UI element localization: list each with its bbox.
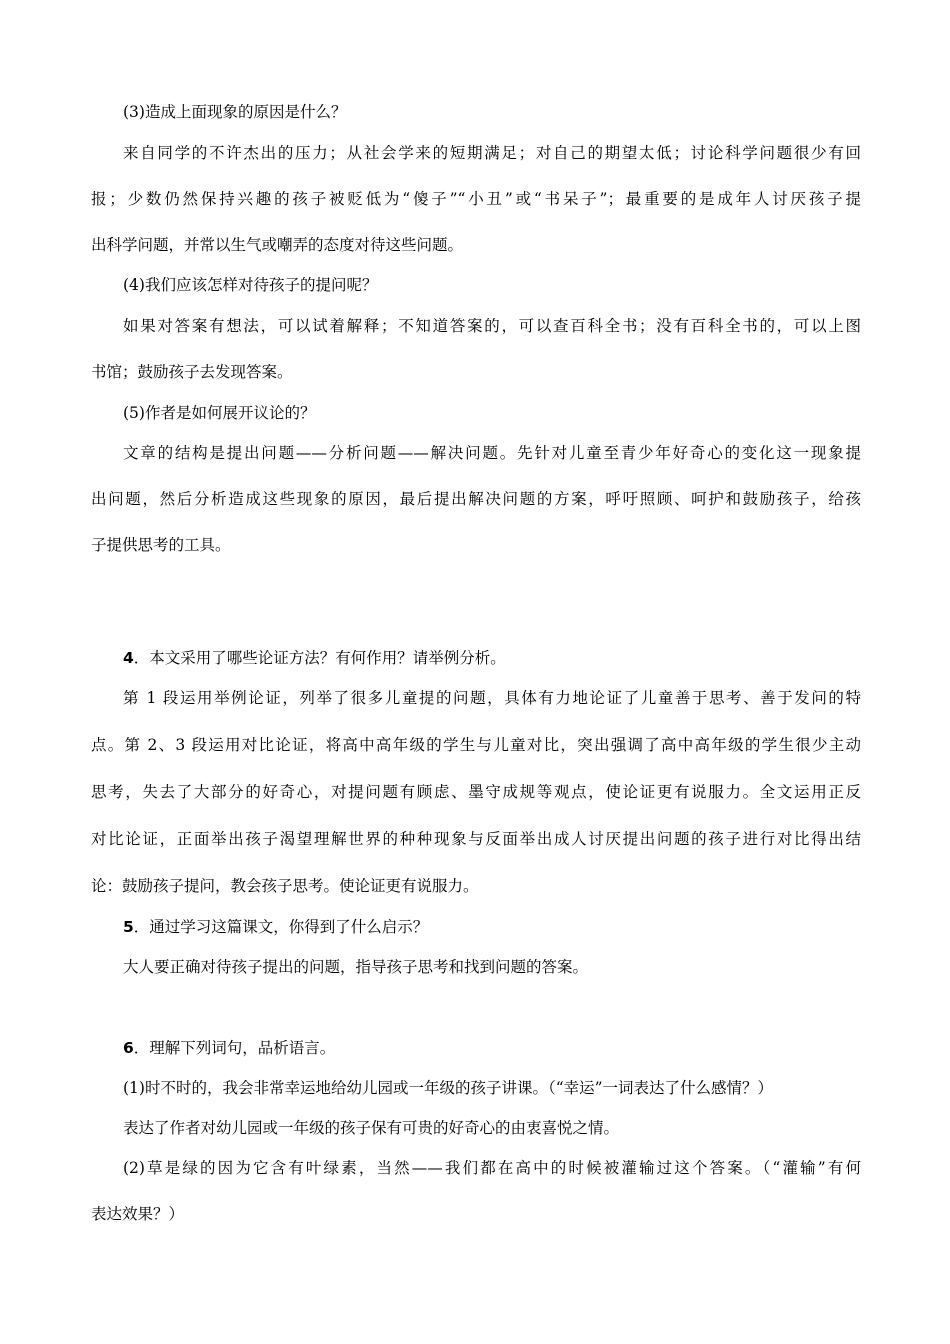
question-3: (3)造成上面现象的原因是什么？ xyxy=(123,103,347,121)
exercise-4-number: 4 xyxy=(123,649,134,667)
exercise-6-number: 6 xyxy=(123,1039,134,1057)
exercise-4-answer-line-2: 点。第 2、3 段运用对比论证，将高中高年级的学生与儿童对比，突出强调了高中高年级的学生很少主动 xyxy=(91,736,861,754)
exercise-5-answer: 大人要正确对待孩子提出的问题，指导孩子思考和找到问题的答案。 xyxy=(123,958,589,976)
exercise-4-prompt: ．本文采用了哪些论证方法？有何作用？请举例分析。 xyxy=(133,649,506,667)
answer-5-line-2: 出问题，然后分析造成这些现象的原因，最后提出解决问题的方案，呼吁照顾、呵护和鼓励孩子，给孩 xyxy=(91,490,861,508)
exercise-6-heading xyxy=(123,1038,335,1058)
answer-4-line-2: 书馆；鼓励孩子去发现答案。 xyxy=(91,363,293,381)
exercise-5-heading xyxy=(123,917,428,937)
answer-4-line-1: 如果对答案有想法，可以试着解释；不知道答案的，可以查百科全书；没有百科全书的，可以上图 xyxy=(123,317,861,335)
exercise-6-prompt: ．理解下列词句，品析语言。 xyxy=(133,1039,336,1057)
answer-3-line-3: 出科学问题，并常以生气或嘲弄的态度对待这些问题。 xyxy=(91,236,464,254)
question-5: (5)作者是如何展开议论的？ xyxy=(123,404,316,422)
exercise-5-prompt: ．通过学习这篇课文，你得到了什么启示？ xyxy=(133,918,429,936)
exercise-4-answer-line-3: 思考，失去了大部分的好奇心，对提问题有顾虑、墨守成规等观点，使论证更有说服力。全文运用正反 xyxy=(91,783,861,801)
exercise-4-heading xyxy=(123,648,506,668)
exercise-6-answer-1: 表达了作者对幼儿园或一年级的孩子保有可贵的好奇心的由衷喜悦之情。 xyxy=(123,1119,620,1137)
exercise-6-item-1: (1)时不时的，我会非常幸运地给幼儿园或一年级的孩子讲课。（“幸运”一词表达了什么感情？） xyxy=(123,1079,774,1097)
answer-5-line-3: 子提供思考的工具。 xyxy=(91,536,231,554)
exercise-5-number: 5 xyxy=(123,918,134,936)
exercise-4-answer-line-5: 论：鼓励孩子提问，教会孩子思考。使论证更有说服力。 xyxy=(91,877,479,895)
exercise-6-item-2-line-1: (2)草是绿的因为它含有叶绿素，当然——我们都在高中的时候被灌输过这个答案。（“灌输”有何 xyxy=(123,1159,861,1177)
exercise-6-item-2-line-2: 表达效果？） xyxy=(91,1205,185,1223)
answer-3-line-1: 来自同学的不许杰出的压力；从社会学来的短期满足；对自己的期望太低；讨论科学问题很少有回 xyxy=(123,144,861,162)
answer-3-line-2: 报；少数仍然保持兴趣的孩子被贬低为“傻子”“小丑”或“书呆子”；最重要的是成年人讨厌孩子提 xyxy=(91,190,861,208)
exercise-4-answer-line-4: 对比论证，正面举出孩子渴望理解世界的种种现象与反面举出成人讨厌提出问题的孩子进行对比得出结 xyxy=(91,830,861,848)
question-4: (4)我们应该怎样对待孩子的提问呢？ xyxy=(123,276,378,294)
exercise-4-answer-line-1: 第 1 段运用举例论证，列举了很多儿童提的问题，具体有力地论证了儿童善于思考、善于发问的特 xyxy=(123,689,862,707)
answer-5-line-1: 文章的结构是提出问题——分析问题——解决问题。先针对儿童至青少年好奇心的变化这一现象提 xyxy=(123,444,861,462)
